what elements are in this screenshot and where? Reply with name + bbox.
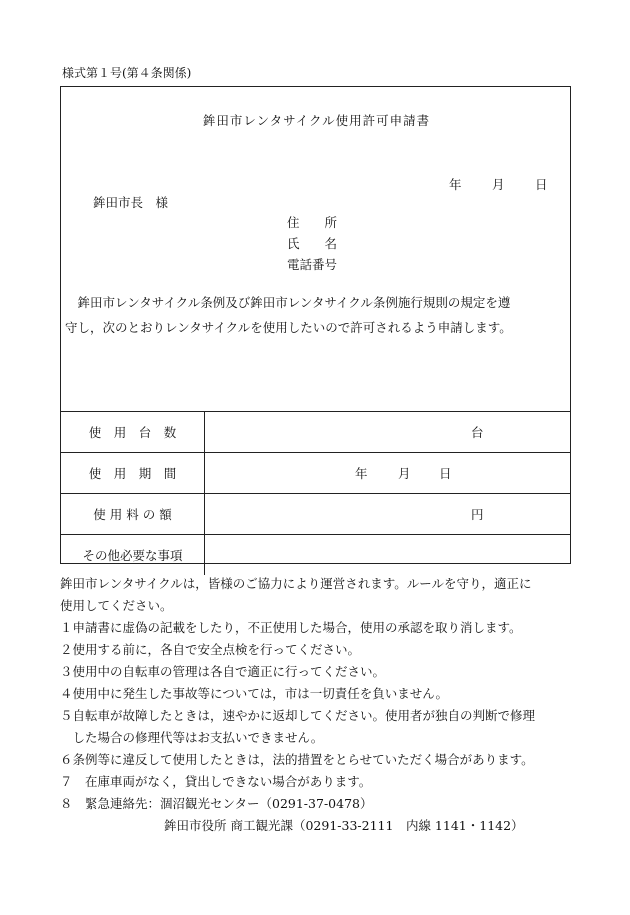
statement-line-2: 守し，次のとおりレンタサイクルを使用したいので許可されるよう申請します。 (65, 320, 512, 335)
note-1: １申請書に虚偽の記載をしたり，不正使用した場合，使用の承認を取り消します。 (60, 620, 522, 635)
city-office-contact: 鉾田市役所 商工観光課（0291-33-2111 内線 1141・1142） (164, 818, 524, 833)
statement-line-1: 鉾田市レンタサイクル条例及び鉾田市レンタサイクル条例施行規則の規定を遵 (65, 295, 511, 310)
row-usage-count (61, 411, 570, 452)
period-year: 年 (355, 466, 368, 481)
usage-count-unit: 台 (471, 425, 484, 440)
notes-intro-line-2: 使用してください。 (60, 598, 173, 613)
other-matters-label: その他必要な事項 (61, 535, 205, 575)
application-statement (65, 290, 565, 340)
usage-period-label: 使 用 期 間 (61, 453, 205, 493)
row-usage-fee (61, 493, 570, 534)
date-year: 年 (449, 177, 462, 192)
period-month: 月 (398, 466, 411, 481)
form-title: 鉾田市レンタサイクル使用許可申請書 (202, 113, 431, 128)
notes-intro-line-1: 鉾田市レンタサイクルは，皆様のご協力により運営されます。ルールを守り，適正に (60, 576, 532, 591)
date-month: 月 (492, 177, 505, 192)
note-2: ２使用する前に，各自で安全点検を行ってください。 (60, 642, 361, 657)
form-number: 様式第１号(第４条関係) (62, 66, 192, 80)
note-4: ４使用中に発生した事故等については，市は一切責任を負いません。 (60, 686, 449, 701)
note-3: ３使用中の自転車の管理は各自で適正に行ってください。 (60, 664, 386, 679)
row-other-matters (61, 534, 570, 575)
usage-fee-label: 使 用 料 の 額 (61, 494, 205, 534)
note-7: ７ 在庫車両がなく，貸出しできない場合があります。 (60, 774, 372, 789)
details-table (61, 411, 570, 575)
row-usage-period (61, 452, 570, 493)
application-form (60, 86, 571, 564)
phone-label: 電話番号 (287, 257, 338, 272)
note-5-continued: した場合の修理代等はお支払いできません。 (60, 730, 324, 745)
usage-fee-unit: 円 (471, 507, 484, 522)
period-day: 日 (439, 466, 452, 481)
usage-count-label: 使 用 台 数 (61, 412, 205, 452)
note-8-emergency-contact: ８ 緊急連絡先：涸沼観光センター（0291-37-0478） (60, 796, 373, 811)
addressee: 鉾田市長 様 (93, 195, 169, 210)
note-6: ６条例等に違反して使用したときは，法的措置をとらせていただく場合があります。 (60, 752, 534, 767)
address-label: 住 所 (287, 215, 338, 230)
note-5: ５自転車が故障したときは，速やかに返却してください。使用者が独自の判断で修理 (60, 708, 536, 723)
name-label: 氏 名 (287, 236, 338, 251)
date-day: 日 (535, 177, 548, 192)
